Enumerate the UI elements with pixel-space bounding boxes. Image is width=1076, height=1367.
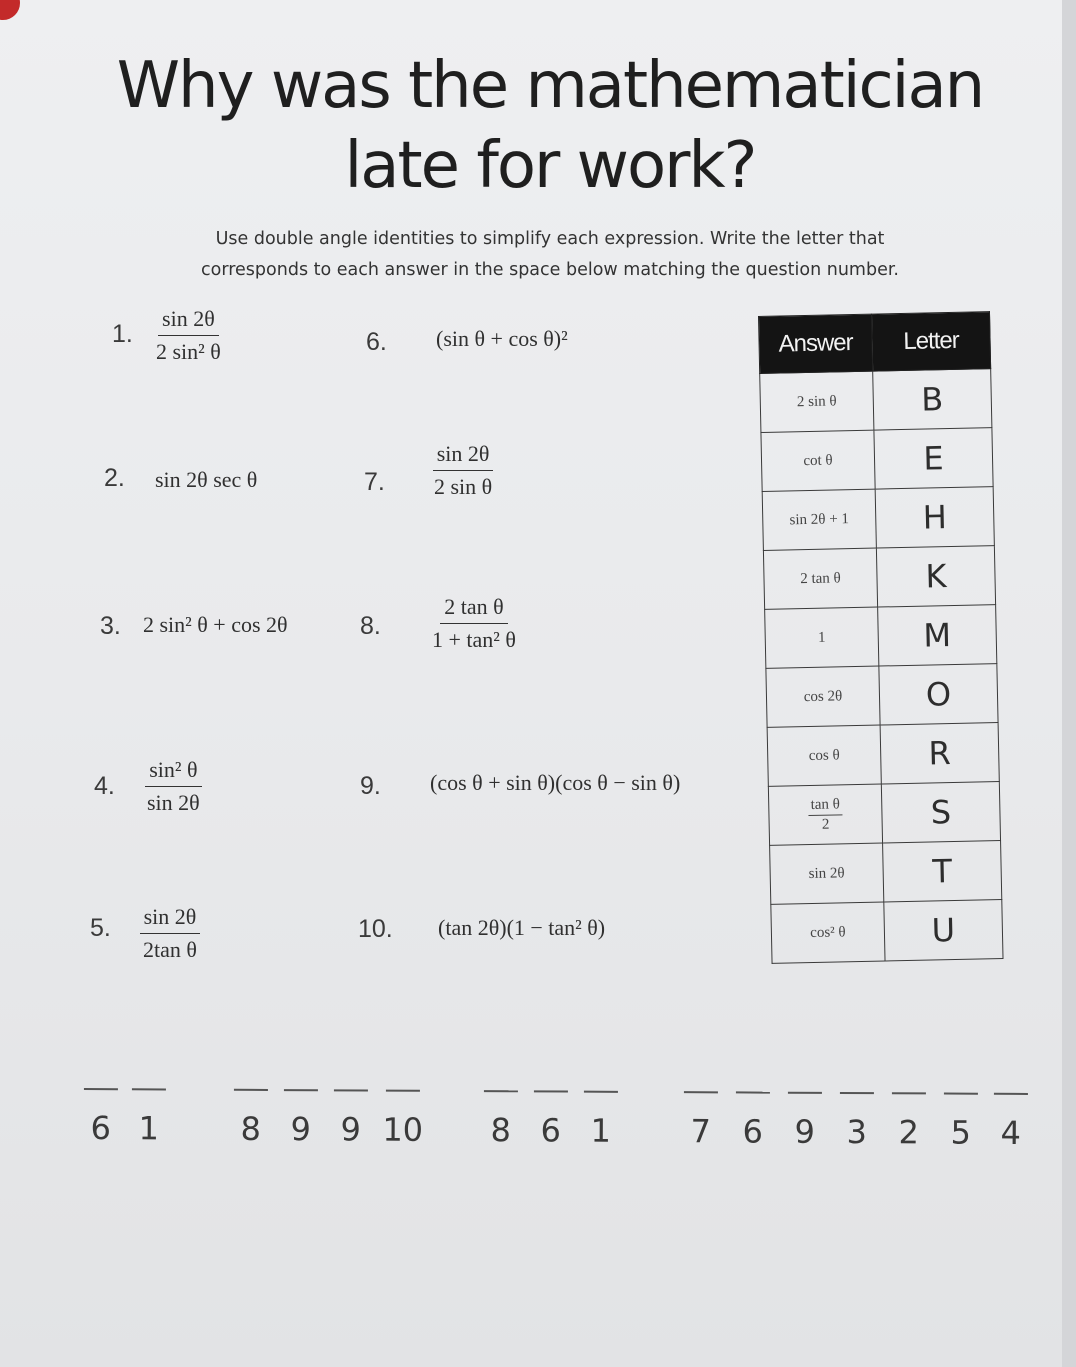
answer-key-table — [758, 311, 1030, 978]
slot-question-number: 1 — [138, 1109, 160, 1148]
answer-blank-line — [994, 1083, 1028, 1095]
question-8-numerator: 2 tan θ — [440, 594, 507, 624]
letter-cell: O — [879, 664, 998, 725]
answer-cell: cos² θ — [771, 902, 885, 963]
slot-question-number: 6 — [742, 1112, 764, 1151]
table-header-row — [759, 312, 991, 374]
answer-cell: 1 — [765, 607, 879, 668]
question-5-denominator: 2tan θ — [143, 937, 197, 962]
answer-fraction-denominator: 2 — [821, 816, 830, 833]
slot-question-number: 4 — [1000, 1113, 1021, 1152]
answer-cell: cos θ — [767, 725, 881, 786]
table-row — [771, 900, 1003, 964]
question-3-number: 3. — [100, 612, 121, 640]
letter-column-header: Letter — [871, 312, 990, 371]
answer-blanks — [80, 1078, 1040, 1163]
slot-question-number: 5 — [950, 1113, 971, 1152]
letter-cell: E — [874, 428, 993, 489]
answer-blank-line — [484, 1080, 518, 1092]
slot-question-number: 7 — [690, 1112, 712, 1151]
answer-blank-line — [284, 1079, 318, 1091]
answer-blank-line — [234, 1079, 268, 1091]
answer-slot[interactable] — [480, 1080, 522, 1148]
instructions-line-2: corresponds to each answer in the space below matching the question number. — [201, 260, 899, 280]
question-7-number: 7. — [364, 468, 385, 496]
table-row — [763, 546, 995, 610]
title-line-1: Why was the mathematician — [116, 49, 984, 123]
table-row — [760, 369, 992, 433]
question-4-denominator: sin 2θ — [147, 790, 200, 815]
question-1-expression — [152, 306, 225, 365]
answer-column-header: Answer — [759, 314, 873, 373]
answer-slot[interactable] — [732, 1081, 774, 1149]
answer-slot[interactable] — [330, 1079, 372, 1147]
question-1-denominator: 2 sin² θ — [156, 339, 221, 364]
answer-cell: 2 tan θ — [763, 548, 877, 609]
slot-question-number: 9 — [290, 1110, 312, 1149]
answer-slot[interactable] — [990, 1083, 1032, 1151]
question-5-expression — [139, 904, 201, 963]
question-2-expression: sin 2θ sec θ — [155, 467, 258, 492]
answer-slot[interactable] — [128, 1078, 170, 1146]
slot-question-number: 9 — [794, 1112, 815, 1151]
slot-question-number: 2 — [898, 1113, 919, 1152]
answer-blank-line — [534, 1080, 568, 1092]
question-10-number: 10. — [358, 915, 393, 943]
letter-cell: S — [881, 782, 1000, 843]
answer-slot[interactable] — [784, 1082, 826, 1150]
answer-blank-line — [386, 1080, 420, 1092]
table-row — [770, 841, 1002, 905]
slot-question-number: 1 — [590, 1111, 612, 1150]
answer-slot[interactable] — [836, 1082, 878, 1150]
question-2-number: 2. — [104, 464, 125, 492]
answer-blank-line — [84, 1078, 118, 1090]
answer-blank-line — [736, 1081, 770, 1093]
slot-question-number: 9 — [340, 1110, 362, 1149]
letter-cell: T — [883, 841, 1002, 902]
question-10-expression: (tan 2θ)(1 − tan² θ) — [438, 915, 606, 940]
answer-cell: cot θ — [761, 430, 875, 491]
question-8-denominator: 1 + tan² θ — [432, 627, 516, 652]
answer-slot[interactable] — [940, 1083, 982, 1151]
answer-cell: sin 2θ — [770, 843, 884, 904]
page-edge-shadow — [1062, 0, 1076, 1367]
answer-slot[interactable] — [530, 1080, 572, 1148]
slot-question-number: 8 — [490, 1111, 512, 1150]
answer-cell: 2 sin θ — [760, 371, 874, 432]
slot-question-number: 8 — [240, 1109, 262, 1148]
question-8-expression — [428, 594, 520, 653]
answer-blank-line — [788, 1082, 822, 1094]
answer-blank-line — [132, 1078, 166, 1090]
answer-blank-line — [584, 1081, 618, 1093]
table-row — [761, 428, 993, 492]
answer-slot[interactable] — [80, 1078, 122, 1146]
question-6-expression: (sin θ + cos θ)² — [436, 326, 568, 351]
question-1-numerator: sin 2θ — [158, 306, 219, 336]
letter-cell: K — [876, 546, 995, 607]
slot-question-number: 6 — [540, 1111, 562, 1150]
question-7-denominator: 2 sin θ — [434, 474, 493, 499]
table-row — [767, 723, 999, 787]
question-9-expression: (cos θ + sin θ)(cos θ − sin θ) — [430, 770, 681, 795]
letter-cell: M — [878, 605, 997, 666]
question-5-number: 5. — [90, 914, 111, 942]
answer-blank-line — [334, 1079, 368, 1091]
table-row — [768, 782, 1000, 846]
answer-blank-line — [944, 1083, 978, 1095]
answer-fraction — [808, 796, 842, 834]
question-4-number: 4. — [94, 772, 115, 800]
red-pin-mark — [0, 0, 20, 20]
answer-slot[interactable] — [680, 1081, 722, 1149]
answer-cell — [768, 784, 882, 845]
table-row — [765, 605, 997, 669]
answer-blank-line — [684, 1081, 718, 1093]
letter-cell: B — [873, 369, 992, 430]
answer-slot[interactable] — [382, 1080, 424, 1148]
table-row — [766, 664, 998, 728]
question-3-expression: 2 sin² θ + cos 2θ — [143, 612, 288, 637]
letter-cell: U — [884, 900, 1003, 961]
question-4-expression — [143, 757, 204, 816]
answer-cell: sin 2θ + 1 — [762, 489, 876, 550]
slot-question-number: 3 — [846, 1113, 867, 1152]
answer-key — [758, 311, 1004, 964]
answer-slot[interactable] — [580, 1081, 622, 1149]
answer-slot[interactable] — [888, 1082, 930, 1150]
answer-slot[interactable] — [280, 1079, 322, 1147]
instructions-line-1: Use double angle identities to simplify each expression. Write the letter that — [215, 229, 885, 249]
question-6-number: 6. — [366, 328, 387, 356]
question-4-numerator: sin² θ — [145, 757, 201, 787]
question-7-expression — [430, 441, 496, 500]
letter-cell: H — [875, 487, 994, 548]
question-1-number: 1. — [112, 320, 133, 348]
answer-cell: cos 2θ — [766, 666, 880, 727]
answer-blank-line — [892, 1082, 926, 1094]
table-row — [762, 487, 994, 551]
question-8-number: 8. — [360, 612, 381, 640]
question-5-numerator: sin 2θ — [140, 904, 201, 934]
page-title — [100, 46, 1000, 206]
slot-question-number: 10 — [382, 1110, 424, 1149]
letter-cell: R — [880, 723, 999, 784]
slot-question-number: 6 — [90, 1109, 112, 1148]
instructions — [120, 224, 980, 286]
question-9-number: 9. — [360, 772, 381, 800]
title-line-2: late for work? — [344, 129, 756, 203]
answer-fraction-numerator: tan θ — [808, 796, 842, 816]
answer-blank-line — [840, 1082, 874, 1094]
question-7-numerator: sin 2θ — [433, 441, 494, 471]
answer-slot[interactable] — [230, 1079, 272, 1147]
